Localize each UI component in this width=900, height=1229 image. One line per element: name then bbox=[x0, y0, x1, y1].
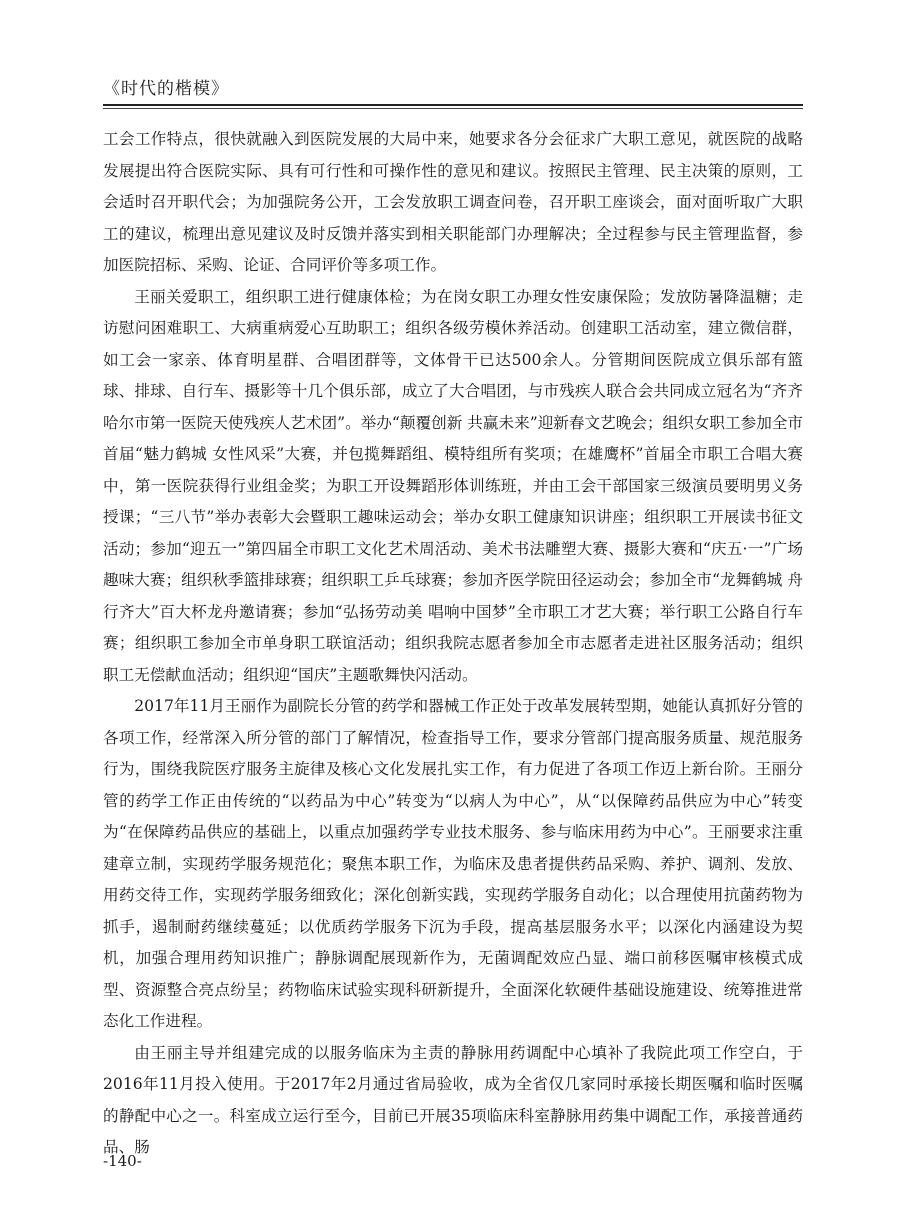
page-number: -140- bbox=[103, 1152, 142, 1170]
header-rule-thin bbox=[103, 108, 803, 109]
paragraph-4: 由王丽主导并组建完成的以服务临床为主责的静脉用药调配中心填补了我院此项工作空白，于2016年11月投入使用。于2017年2月通过省局验收，成为全省仅几家同时承接长期医嘱和临时医嘱的静配中心之一。科室成立运行至今，目前已开展35项临床科室静脉用药集中调配工作，承接普通药品、肠 bbox=[103, 1043, 803, 1156]
header-rule bbox=[103, 104, 803, 106]
body-text bbox=[103, 124, 803, 1164]
paragraph-3: 2017年11月王丽作为副院长分管的药学和器械工作正处于改革发展转型期，她能认真抓好分管的各项工作，经常深入所分管的部门了解情况，检查指导工作，要求分管部门提高服务质量、规范服务行为，围绕我院医疗服务主旋律及核心文化发展扎实工作，有力促进了各项工作迈上新台阶。王丽分管的药学工作正由传统的“以药品为中心”转变为“以病人为中心”，从“以保障药品供应为中心”转变为“在保障药品供应的基础上，以重点加强药学专业技术服务、参与临床用药为中心”。王丽要求注重建章立制，实现药学服务规范化；聚焦本职工作，为临床及患者提供药品采购、养护、调剂、发放、用药交待工作，实现药学服务细致化；深化创新实践，实现药学服务自动化；以合理使用抗菌药物为抓手，遏制耐药继续蔓延；以优质药学服务下沉为手段，提高基层服务水平；以深化内涵建设为契机，加强合理用药知识推广；静脉调配展现新作为，无菌调配效应凸显、端口前移医嘱审核模式成型、资源整合亮点纷呈；药物临床试验实现科研新提升，全面深化软硬件基础设施建设、统筹推进常态化工作进程。 bbox=[103, 697, 803, 1030]
paragraph-2: 王丽关爱职工，组织职工进行健康体检；为在岗女职工办理女性安康保险；发放防暑降温糖；走访慰问困难职工、大病重病爱心互助职工；组织各级劳模休养活动。创建职工活动室，建立微信群，如工会一家亲、体育明星群、合唱团群等，文体骨干已达500余人。分管期间医院成立俱乐部有篮球、排球、自行车、摄影等十几个俱乐部，成立了大合唱团，与市残疾人联合会共同成立冠名为“齐齐哈尔市第一医院天使残疾人艺术团”。举办“颠覆创新 共赢未来”迎新春文艺晚会；组织女职工参加全市首届“魅力鹤城 女性风采”大赛，并包揽舞蹈组、模特组所有奖项；在雄鹰杯”首届全市职工合唱大赛中，第一医院获得行业组金奖；为职工开设舞蹈形体训练班，并由工会干部国家三级演员要明男义务授课；“三八节”举办表彰大会暨职工趣味运动会；举办女职工健康知识讲座；组织职工开展读书征文活动；参加“迎五一”第四届全市职工文化艺术周活动、美术书法雕塑大赛、摄影大赛和“庆五·一”广场趣味大赛；组织秋季篮排球赛；组织职工乒乓球赛；参加齐医学院田径运动会；参加全市“龙舞鹤城 舟行齐大”百大杯龙舟邀请赛；参加“弘扬劳动美 唱响中国梦”全市职工才艺大赛；举行职工公路自行车赛；组织职工参加全市单身职工联谊活动；组织我院志愿者参加全市志愿者走进社区服务活动；组织职工无偿献血活动；组织迎“国庆”主题歌舞快闪活动。 bbox=[103, 287, 803, 684]
running-header-title: 《时代的楷模》 bbox=[103, 79, 229, 99]
paragraph-1: 工会工作特点，很快就融入到医院发展的大局中来，她要求各分会征求广大职工意见，就医院的战略发展提出符合医院实际、具有可行性和可操作性的意见和建议。按照民主管理、民主决策的原则，工会适时召开职代会；为加强院务公开，工会发放职工调查问卷，召开职工座谈会，面对面听取广大职工的建议，梳理出意见建议及时反馈并落实到相关职能部门办理解决；全过程参与民主管理监督，参加医院招标、采购、论证、合同评价等多项工作。 bbox=[103, 130, 803, 274]
